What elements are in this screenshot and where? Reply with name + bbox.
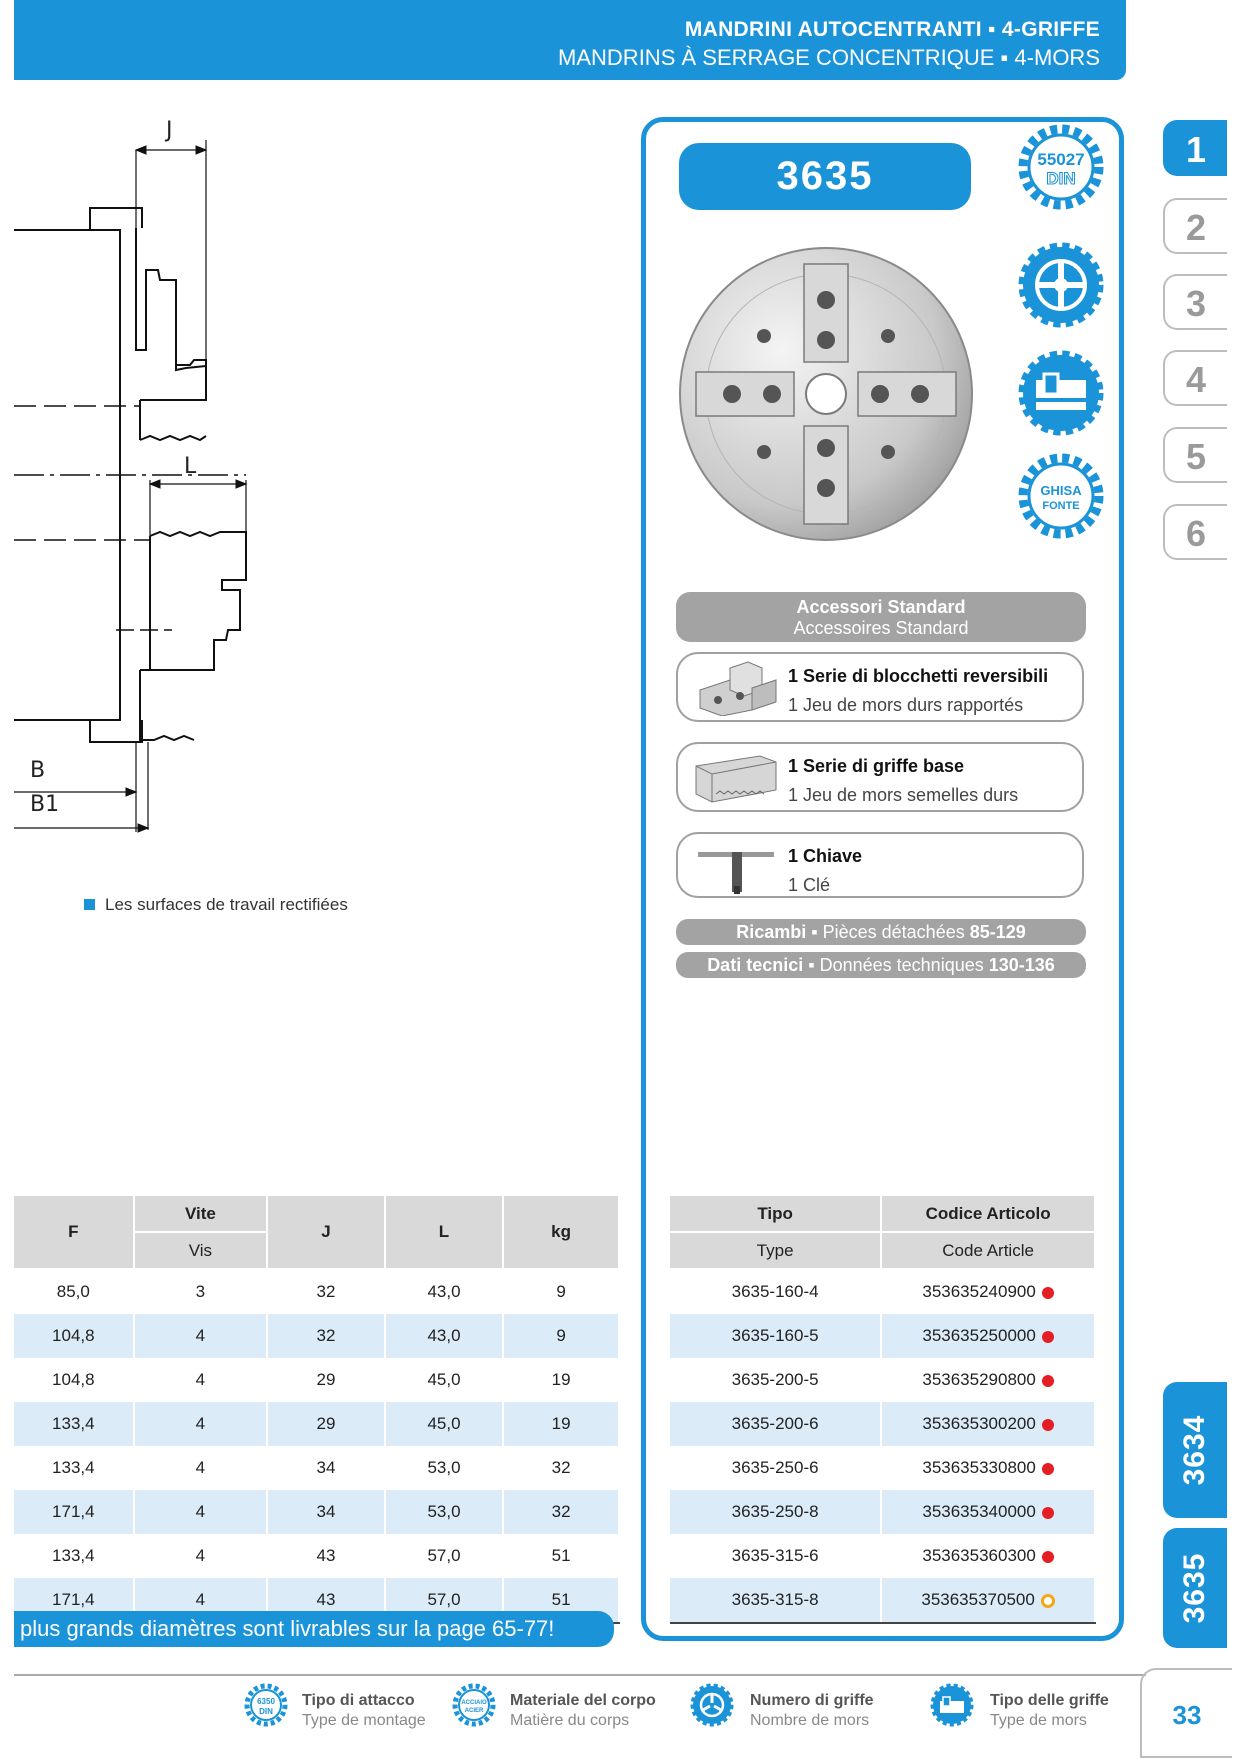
- cell-tipo: 3635-160-4: [670, 1269, 881, 1314]
- article-code: 353635240900: [922, 1282, 1036, 1301]
- cell-l: 45,0: [385, 1358, 503, 1402]
- col-header-j: J: [267, 1196, 385, 1269]
- col-header-kg: kg: [503, 1196, 619, 1269]
- availability-dot-icon: [1042, 1287, 1054, 1299]
- cell-vite: 4: [134, 1534, 268, 1578]
- jaw-count-icon: [690, 1683, 734, 1727]
- cell-codice: [881, 1446, 1095, 1490]
- product-code: 3635: [679, 143, 971, 210]
- cell-vite: 4: [134, 1402, 268, 1446]
- page-number: 33: [1140, 1668, 1232, 1758]
- cell-kg: 9: [503, 1269, 619, 1314]
- table-row: [14, 1446, 619, 1490]
- article-table: [670, 1196, 1096, 1624]
- side-tab-2[interactable]: 2: [1163, 198, 1227, 254]
- table-row: [670, 1446, 1095, 1490]
- cell-j: 32: [267, 1269, 385, 1314]
- cell-j: 29: [267, 1402, 385, 1446]
- material-icon-fr: ACIER: [464, 1708, 484, 1714]
- col-header-vis: Vis: [134, 1232, 268, 1269]
- accessories-header: [676, 592, 1086, 642]
- cell-codice: [881, 1358, 1095, 1402]
- col-header-l: L: [385, 1196, 503, 1269]
- availability-dot-icon: [1042, 1331, 1054, 1343]
- availability-dot-icon: [1042, 1375, 1054, 1387]
- footer-material-fr: Matière du corps: [510, 1712, 630, 1729]
- jaw-type-icon: [1018, 350, 1104, 436]
- table-row: [14, 1490, 619, 1534]
- table-row: [670, 1269, 1095, 1314]
- footer-mounting-fr: Type de montage: [302, 1712, 426, 1729]
- cell-vite: 4: [134, 1490, 268, 1534]
- footer-jaw-type-it: Tipo delle griffe: [990, 1692, 1109, 1709]
- cell-j: 32: [267, 1314, 385, 1358]
- article-code: 353635360300: [922, 1546, 1036, 1565]
- cell-l: 57,0: [385, 1578, 503, 1623]
- table-row: [14, 1269, 619, 1314]
- table-row: [14, 1534, 619, 1578]
- cell-l: 53,0: [385, 1490, 503, 1534]
- jaw-kind-icon: [930, 1683, 974, 1727]
- accessories-title-it: Accessori Standard: [796, 597, 966, 617]
- dimensions-table: [14, 1196, 620, 1624]
- side-tab-5[interactable]: 5: [1163, 427, 1227, 483]
- availability-dot-icon: [1042, 1551, 1054, 1563]
- accessories-title-fr: Accessoires Standard: [793, 618, 969, 638]
- material-icon-it: ACCIAIO: [461, 1700, 487, 1706]
- cell-tipo: 3635-315-6: [670, 1534, 881, 1578]
- four-jaw-count-icon: [1018, 242, 1104, 328]
- accessory-fr: 1 Clé: [788, 875, 831, 895]
- cell-codice: [881, 1269, 1095, 1314]
- vertical-tab-3635-label: 3635: [1178, 1552, 1211, 1624]
- cell-f: 133,4: [14, 1534, 134, 1578]
- footer-jaw-count-fr: Nombre de mors: [750, 1712, 870, 1729]
- base-jaws-icon: [690, 750, 782, 806]
- material-it: GHISA: [1040, 483, 1082, 498]
- availability-ring-icon: [1041, 1594, 1055, 1608]
- side-tab-4[interactable]: 4: [1163, 350, 1227, 406]
- dim-label-b1: B1: [30, 792, 60, 817]
- cell-kg: 19: [503, 1358, 619, 1402]
- spare-pages: 85-129: [969, 922, 1026, 942]
- side-tab-1[interactable]: 1: [1163, 120, 1227, 176]
- col-header-codice: Codice Articolo: [881, 1196, 1095, 1232]
- cell-kg: 9: [503, 1314, 619, 1358]
- cell-l: 53,0: [385, 1446, 503, 1490]
- footer-material-it: Materiale del corpo: [510, 1692, 656, 1709]
- side-tab-3[interactable]: 3: [1163, 274, 1227, 330]
- availability-dot-icon: [1042, 1419, 1054, 1431]
- cell-codice: [881, 1314, 1095, 1358]
- accessory-item: [676, 742, 1084, 812]
- tech-fr: Données techniques: [819, 955, 984, 975]
- col-header-code-article: Code Article: [881, 1232, 1095, 1269]
- footer-mounting-it: Tipo di attacco: [302, 1692, 415, 1709]
- dim-label-b: B: [30, 758, 46, 783]
- accessory-fr: 1 Jeu de mors durs rapportés: [788, 695, 1024, 715]
- accessory-fr: 1 Jeu de mors semelles durs: [788, 785, 1019, 805]
- cell-vite: 4: [134, 1446, 268, 1490]
- cell-codice: [881, 1578, 1095, 1623]
- cell-vite: 4: [134, 1578, 268, 1623]
- side-tab-6[interactable]: 6: [1163, 504, 1227, 560]
- din-label: DIN: [1046, 169, 1076, 188]
- reversible-jaws-icon: [690, 660, 782, 716]
- availability-dot-icon: [1042, 1463, 1054, 1475]
- note-text: Les surfaces de travail rectifiées: [105, 895, 348, 914]
- cell-kg: 51: [503, 1534, 619, 1578]
- din-number: 55027: [1037, 150, 1085, 169]
- table-row: [14, 1314, 619, 1358]
- table-row: [670, 1534, 1095, 1578]
- cell-l: 45,0: [385, 1402, 503, 1446]
- table-row: [14, 1402, 619, 1446]
- accessory-it: 1 Serie di blocchetti reversibili: [788, 666, 1049, 686]
- cell-codice: [881, 1402, 1095, 1446]
- accessory-item: [676, 832, 1084, 898]
- article-code: 353635330800: [922, 1458, 1036, 1477]
- cell-vite: 3: [134, 1269, 268, 1314]
- vertical-tab-3634[interactable]: [1163, 1382, 1227, 1518]
- article-code: 353635340000: [922, 1502, 1036, 1521]
- table-row: [670, 1314, 1095, 1358]
- cell-j: 29: [267, 1358, 385, 1402]
- table-row: [14, 1358, 619, 1402]
- col-header-vite: Vite: [134, 1196, 268, 1232]
- col-header-f: F: [14, 1196, 134, 1269]
- cell-codice: [881, 1534, 1095, 1578]
- dim-label-l: L: [184, 454, 197, 479]
- page-header: [14, 0, 1126, 80]
- cell-j: 34: [267, 1490, 385, 1534]
- col-header-tipo: Tipo: [670, 1196, 881, 1232]
- cell-tipo: 3635-160-5: [670, 1314, 881, 1358]
- technical-drawing: [0, 110, 320, 840]
- vertical-tab-3635[interactable]: [1163, 1528, 1227, 1648]
- note: [84, 895, 348, 915]
- footer-jaw-type-fr: Type de mors: [990, 1712, 1087, 1729]
- cell-tipo: 3635-200-5: [670, 1358, 881, 1402]
- material-fr: FONTE: [1042, 500, 1080, 512]
- cell-tipo: 3635-315-8: [670, 1578, 881, 1623]
- material-cast-iron-icon: [1018, 453, 1104, 539]
- header-title-fr: MANDRINS À SERRAGE CONCENTRIQUE ▪ 4-MORS: [558, 45, 1100, 70]
- cell-f: 104,8: [14, 1314, 134, 1358]
- vertical-tab-3634-label: 3634: [1178, 1414, 1211, 1486]
- cell-j: 43: [267, 1534, 385, 1578]
- header-title-it: MANDRINI AUTOCENTRANTI ▪ 4-GRIFFE: [684, 18, 1100, 41]
- article-code: 353635370500: [921, 1590, 1035, 1609]
- chuck-product-image: [676, 244, 976, 544]
- cell-vite: 4: [134, 1358, 268, 1402]
- cell-j: 34: [267, 1446, 385, 1490]
- mounting-icon-din: DIN: [259, 1707, 273, 1716]
- chuck-key-icon: [690, 840, 782, 896]
- cell-tipo: 3635-250-8: [670, 1490, 881, 1534]
- cell-f: 171,4: [14, 1578, 134, 1623]
- cell-f: 171,4: [14, 1490, 134, 1534]
- cell-kg: 32: [503, 1446, 619, 1490]
- cell-tipo: 3635-200-6: [670, 1402, 881, 1446]
- spare-fr: Pièces détachées: [822, 922, 965, 942]
- cell-f: 133,4: [14, 1446, 134, 1490]
- cell-kg: 51: [503, 1578, 619, 1623]
- tech-pages: 130-136: [988, 955, 1055, 975]
- footer-jaw-count-it: Numero di griffe: [750, 1692, 874, 1709]
- cell-kg: 32: [503, 1490, 619, 1534]
- accessory-it: 1 Chiave: [788, 846, 863, 866]
- cell-f: 133,4: [14, 1402, 134, 1446]
- cell-l: 57,0: [385, 1534, 503, 1578]
- cell-l: 43,0: [385, 1269, 503, 1314]
- article-code: 353635300200: [922, 1414, 1036, 1433]
- cell-l: 43,0: [385, 1314, 503, 1358]
- dim-label-j: J: [166, 118, 173, 143]
- cell-codice: [881, 1490, 1095, 1534]
- accessory-item: [676, 652, 1084, 722]
- cell-f: 104,8: [14, 1358, 134, 1402]
- cell-f: 85,0: [14, 1269, 134, 1314]
- article-code: 353635290800: [922, 1370, 1036, 1389]
- mounting-icon-number: 6350: [257, 1697, 275, 1706]
- tech-data-link[interactable]: Dati tecnici ▪ Données techniques 130-136: [676, 952, 1086, 978]
- table-row: [670, 1578, 1095, 1623]
- mounting-type-icon: [244, 1683, 288, 1727]
- bullet-square-icon: [84, 899, 95, 910]
- article-code: 353635250000: [922, 1326, 1036, 1345]
- cell-tipo: 3635-250-6: [670, 1446, 881, 1490]
- cell-kg: 19: [503, 1402, 619, 1446]
- footer-divider: [14, 1674, 1146, 1676]
- spare-it: Ricambi: [736, 922, 807, 942]
- table-row: [670, 1358, 1095, 1402]
- spare-parts-link[interactable]: Ricambi ▪ Pièces détachées 85-129: [676, 919, 1086, 945]
- accessory-it: 1 Serie di griffe base: [788, 756, 965, 776]
- cell-j: 43: [267, 1578, 385, 1623]
- din-standard-icon: [1018, 124, 1104, 210]
- tech-it: Dati tecnici: [707, 955, 804, 975]
- cell-vite: 4: [134, 1314, 268, 1358]
- availability-dot-icon: [1042, 1507, 1054, 1519]
- table-row: [670, 1402, 1095, 1446]
- table-row: [670, 1490, 1095, 1534]
- body-material-icon: [452, 1683, 496, 1727]
- col-header-type: Type: [670, 1232, 881, 1269]
- larger-diameters-banner: plus grands diamètres sont livrables sur la page 65-77!: [14, 1611, 614, 1647]
